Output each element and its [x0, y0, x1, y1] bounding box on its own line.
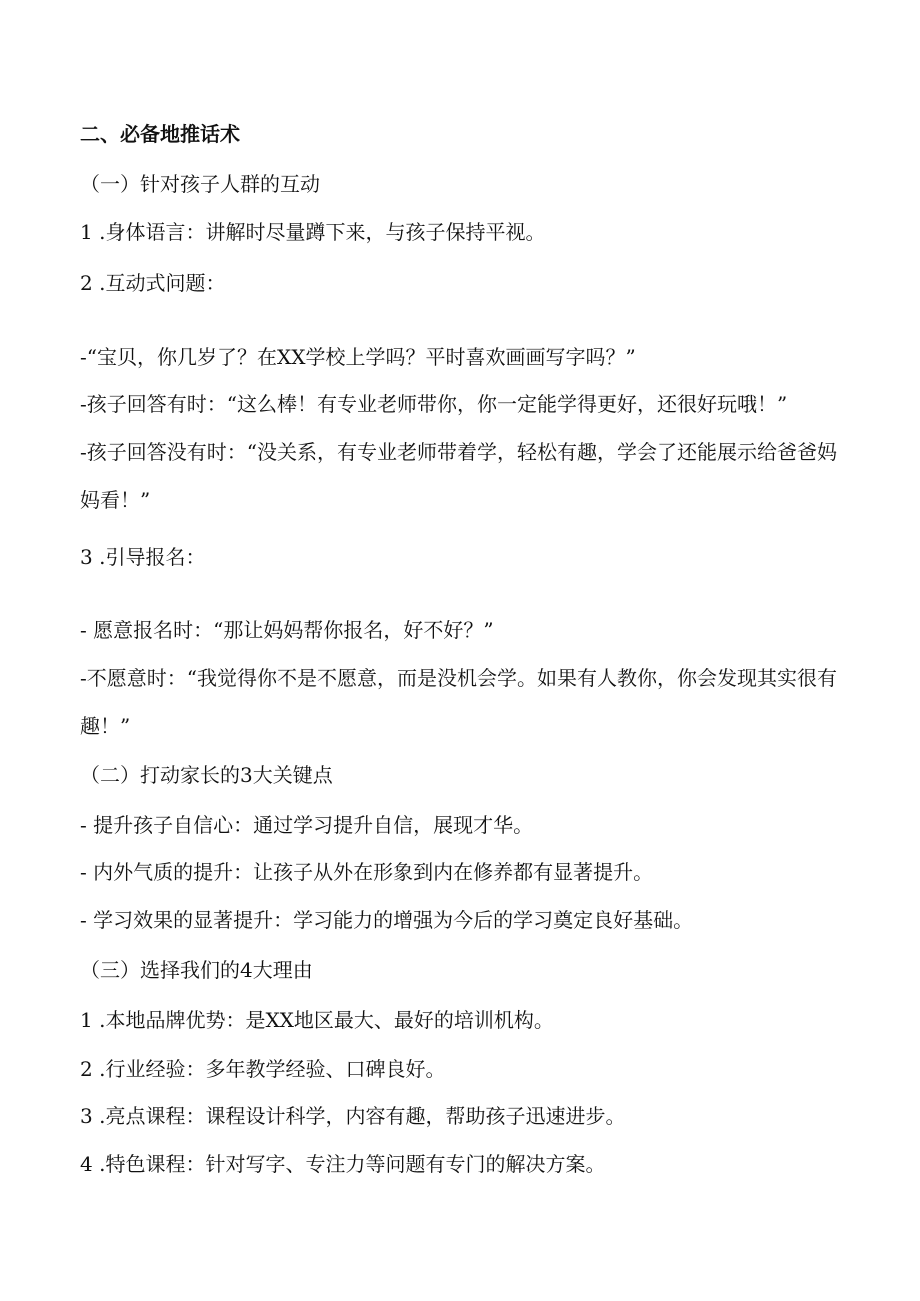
- dialogue-answer-yes: -孩子回答有时：“这么棒！有专业老师带你，你一定能学得更好，还很好玩哦！”: [80, 392, 788, 416]
- list-item-interactive-questions: 2 .互动式问题：: [80, 271, 226, 295]
- subsection-title-children: （一）针对孩子人群的互动: [80, 172, 320, 196]
- reason-highlight-courses: 3 .亮点课程：课程设计科学，内容有趣，帮助孩子迅速进步。: [80, 1104, 626, 1128]
- list-item-body-language: 1 .身体语言：讲解时尽量蹲下来，与孩子保持平视。: [80, 220, 546, 244]
- dialogue-answer-no: -孩子回答没有时：“没关系，有专业老师带着学，轻松有趣，学会了还能展示给爸爸妈妈看！”: [80, 440, 837, 512]
- reason-special-courses: 4 .特色课程：针对写字、专注力等问题有专门的解决方案。: [80, 1152, 606, 1176]
- section-heading: 二、必备地推话术: [80, 122, 240, 146]
- list-item-guide-signup: 3 .引导报名：: [80, 545, 206, 569]
- subsection-title-parents: （二）打动家长的3大关键点: [80, 763, 333, 787]
- key-point-confidence: - 提升孩子自信心：通过学习提升自信，展现才华。: [80, 813, 534, 837]
- response-unwilling: -不愿意时：“我觉得你不是不愿意，而是没机会学。如果有人教你，你会发现其实很有趣！”: [80, 666, 837, 738]
- reason-local-brand: 1 .本地品牌优势：是XX地区最大、最好的培训机构。: [80, 1008, 554, 1032]
- key-point-temperament: - 内外气质的提升：让孩子从外在形象到内在修养都有显著提升。: [80, 860, 654, 884]
- subsection-title-reasons: （三）选择我们的4大理由: [80, 958, 313, 982]
- key-point-learning: - 学习效果的显著提升：学习能力的增强为今后的学习奠定良好基础。: [80, 908, 694, 932]
- response-willing: - 愿意报名时：“那让妈妈帮你报名，好不好？”: [80, 618, 494, 642]
- reason-experience: 2 .行业经验：多年教学经验、口碑良好。: [80, 1057, 446, 1081]
- dialogue-question: -“宝贝，你几岁了？在XX学校上学吗？平时喜欢画画写字吗？”: [80, 345, 636, 369]
